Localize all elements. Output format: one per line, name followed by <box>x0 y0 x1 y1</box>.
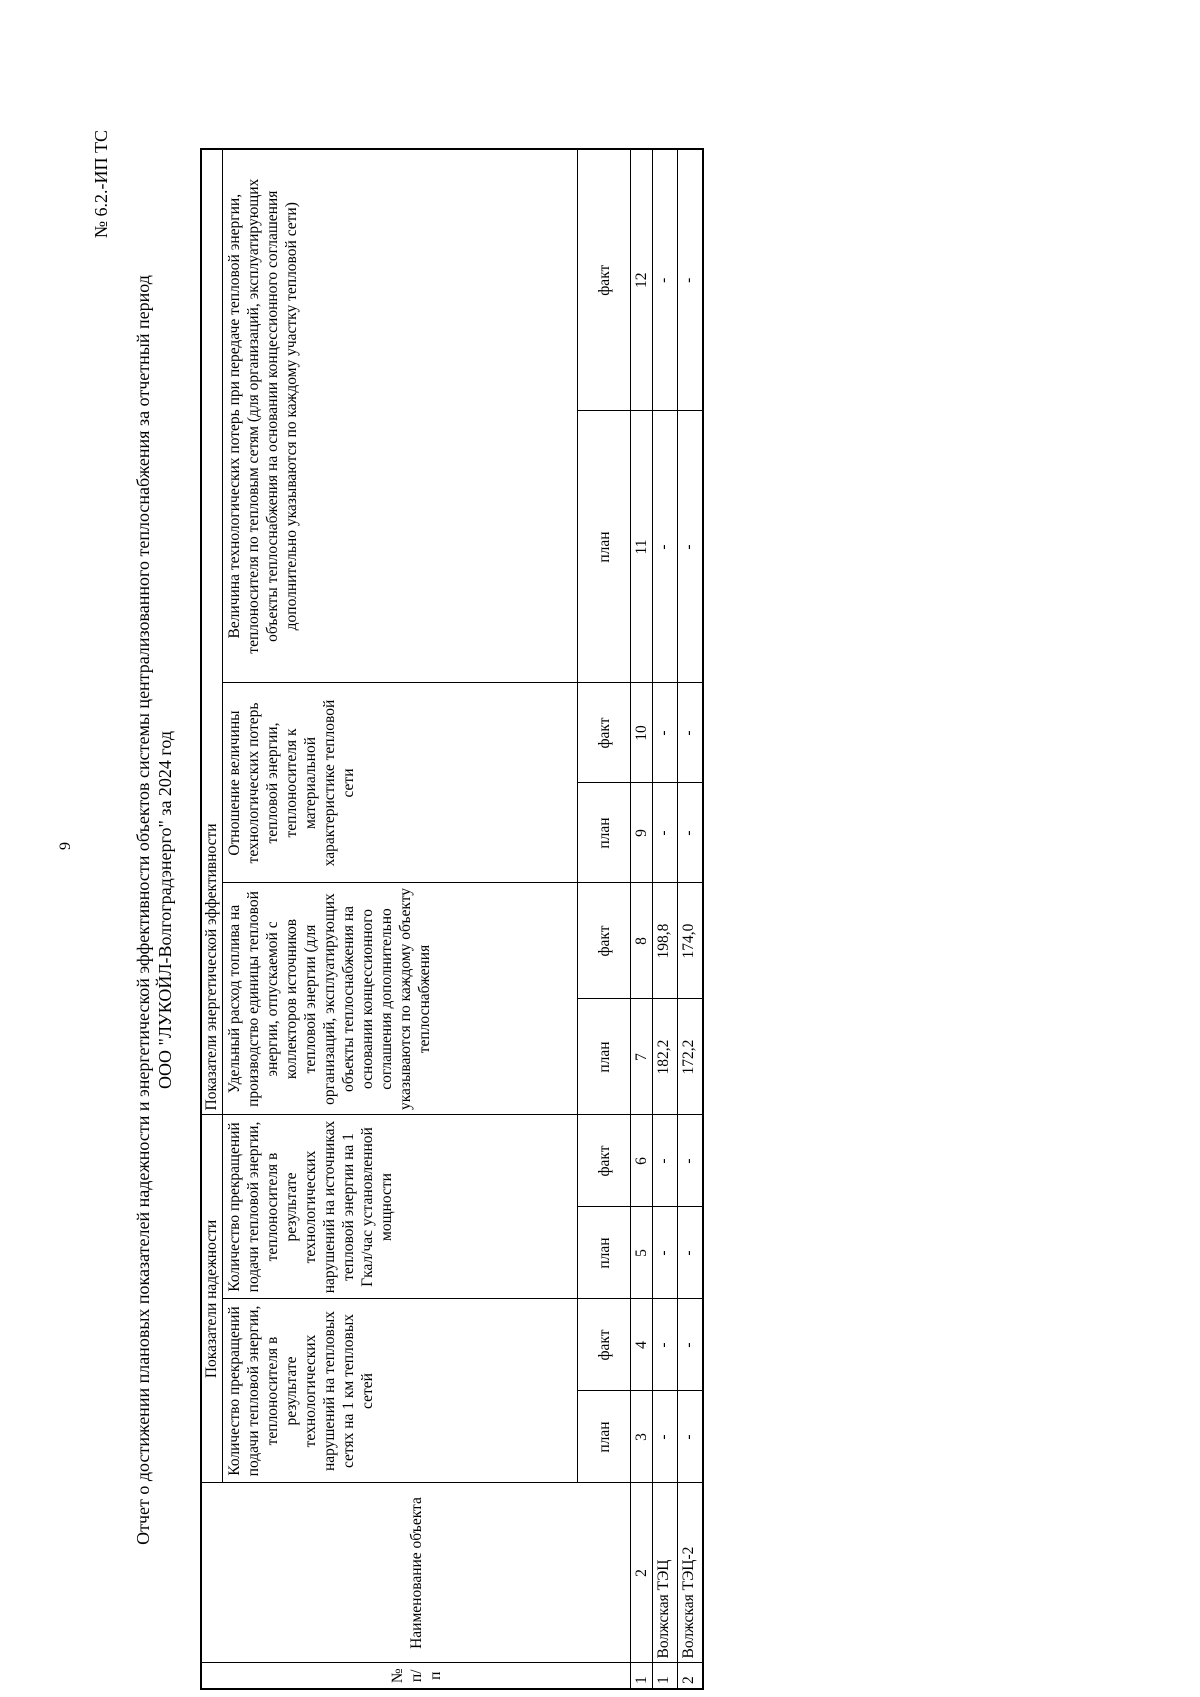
col-number: 11 <box>631 411 653 683</box>
landscape-page <box>90 130 790 1690</box>
cell: - <box>653 1207 678 1299</box>
report-title <box>132 130 176 1690</box>
header-num: № п/п <box>201 1663 631 1689</box>
fact-label: факт <box>578 1299 631 1391</box>
indicator-4: Отношение величины технологических потерь тепловой энергии, теплоносителя к материальной характеристике тепловой сети <box>223 683 578 883</box>
row-name: Волжская ТЭЦ <box>653 1483 678 1663</box>
header-indicator-row <box>223 149 578 1689</box>
col-number: 3 <box>631 1391 653 1483</box>
header-reliability: Показатели надежности <box>201 1115 223 1483</box>
cell: - <box>653 683 678 783</box>
page-number: 9 <box>57 842 74 850</box>
row-num: 1 <box>653 1663 678 1689</box>
row-name: Волжская ТЭЦ-2 <box>678 1483 704 1663</box>
cell: - <box>653 1391 678 1483</box>
cell: - <box>653 783 678 883</box>
col-number: 4 <box>631 1299 653 1391</box>
header-group-row <box>201 149 223 1689</box>
cell: - <box>678 411 704 683</box>
header-efficiency: Показатели энергетической эффективности <box>201 149 223 1115</box>
report-table <box>200 148 704 1690</box>
cell: - <box>678 1391 704 1483</box>
indicator-3: Удельный расход топлива на производство единицы тепловой энергии, отпускаемой с коллекторов источников тепловой энергии (для организаций, эксплуатирующих объекты теплоснабжения на основании концессионного соглашения дополнительно указываются по каждому объекту теплоснабжения <box>223 883 578 1115</box>
cell: 182,2 <box>653 999 678 1115</box>
plan-label: план <box>578 999 631 1115</box>
col-number: 8 <box>631 883 653 999</box>
col-number: 10 <box>631 683 653 783</box>
plan-label: план <box>578 783 631 883</box>
cell: - <box>653 1115 678 1207</box>
col-number: 5 <box>631 1207 653 1299</box>
header-name: Наименование объекта <box>201 1483 631 1663</box>
col-number: 2 <box>631 1483 653 1663</box>
report-title-line-1: Отчет о достижении плановых показателей надежности и энергетической эффективности объектов системы централизованного теплоснабжения за отчетный период <box>133 275 153 1545</box>
col-number: 12 <box>631 149 653 411</box>
row-num: 2 <box>678 1663 704 1689</box>
indicator-1: Количество прекращений подачи тепловой энергии, теплоносителя в результате технологических нарушений на тепловых сетях на 1 км тепловых сетей <box>223 1299 578 1483</box>
cell: - <box>678 683 704 783</box>
header-plan-fact-row <box>578 149 631 1689</box>
report-table-wrapper <box>200 148 704 1690</box>
cell: - <box>678 1115 704 1207</box>
cell: 198,8 <box>653 883 678 999</box>
cell: 174,0 <box>678 883 704 999</box>
plan-label: план <box>578 1391 631 1483</box>
col-number: 6 <box>631 1115 653 1207</box>
column-number-row <box>631 149 653 1689</box>
col-number: 9 <box>631 783 653 883</box>
cell: - <box>653 149 678 411</box>
col-number: 1 <box>631 1663 653 1689</box>
cell: - <box>653 411 678 683</box>
cell: - <box>678 783 704 883</box>
indicator-5: Величина технологических потерь при передаче тепловой энергии, теплоносителя по тепловым сетям (для организаций, эксплуатирующих объекты теплоснабжения на основании концессионного соглашения дополнительно указываются по каждому участку тепловой сети) <box>223 149 578 683</box>
form-number: № 6.2.-ИП ТС <box>91 130 111 239</box>
cell: 172,2 <box>678 999 704 1115</box>
plan-label: план <box>578 411 631 683</box>
table-row <box>653 149 678 1689</box>
fact-label: факт <box>578 1115 631 1207</box>
fact-label: факт <box>578 683 631 783</box>
fact-label: факт <box>578 149 631 411</box>
cell: - <box>678 149 704 411</box>
col-number: 7 <box>631 999 653 1115</box>
indicator-2: Количество прекращений подачи тепловой энергии, теплоносителя в результате технологических нарушений на источниках тепловой энергии на 1 Гкал/час установленной мощности <box>223 1115 578 1299</box>
plan-label: план <box>578 1207 631 1299</box>
cell: - <box>678 1299 704 1391</box>
fact-label: факт <box>578 883 631 999</box>
cell: - <box>678 1207 704 1299</box>
report-title-line-2: ООО "ЛУКОЙЛ-Волгоградэнерго" за 2024 год <box>155 730 175 1090</box>
table-row <box>678 149 704 1689</box>
cell: - <box>653 1299 678 1391</box>
